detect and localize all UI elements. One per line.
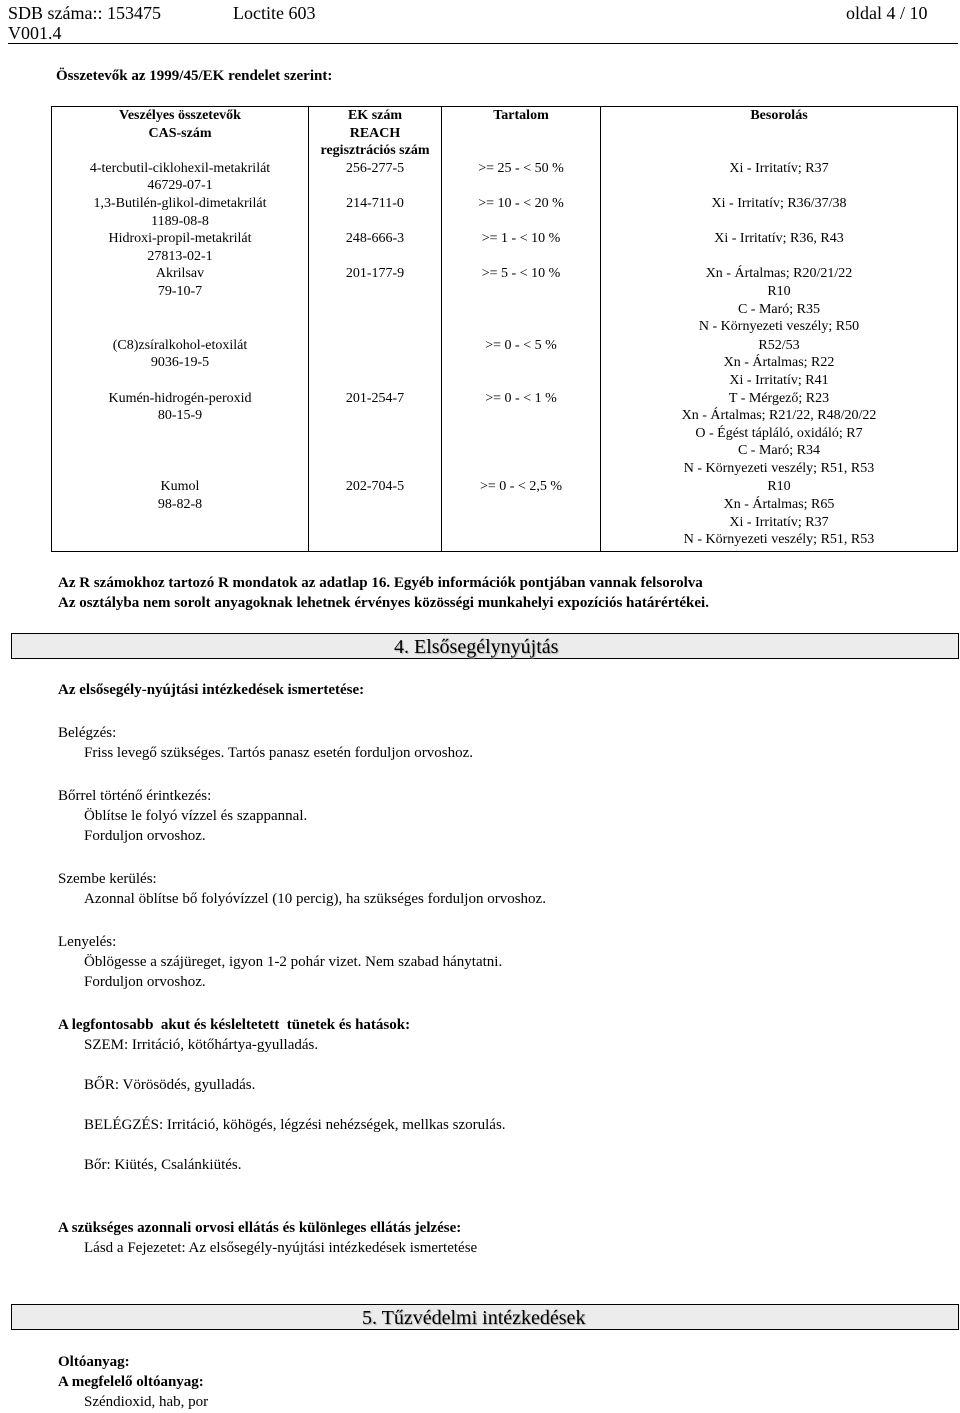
substance-cell	[52, 160, 309, 195]
table-row	[52, 230, 958, 265]
inhalation-text: Friss levegő szükséges. Tartós panasz esetén forduljon orvoshoz.	[84, 745, 474, 761]
ec-number-cell: 256-277-5	[309, 160, 442, 195]
classification-cell-line: Xn - Ártalmas; R20/21/22	[705, 266, 853, 282]
skin-label: Bőrrel történő érintkezés:	[58, 788, 212, 804]
symptom-skin: BŐR: Vörösödés, gyulladás.	[84, 1077, 256, 1093]
ingredients-table	[51, 106, 958, 552]
eye-label: Szembe kerülés:	[58, 871, 157, 887]
table-row	[52, 390, 958, 479]
ec-number-cell: 248-666-3	[309, 230, 442, 265]
skin-text-2: Forduljon orvoshoz.	[84, 828, 206, 844]
substance-name: Kumol	[160, 479, 200, 495]
content-cell: >= 10 - < 20 %	[442, 195, 601, 230]
cas-number: 98-82-8	[157, 497, 203, 513]
substance-cell	[52, 230, 309, 265]
content-cell: >= 25 - < 50 %	[442, 160, 601, 195]
classification-cell-line: Xi - Irritatív; R37	[729, 160, 829, 176]
cas-number: 1189-08-8	[151, 213, 209, 229]
classification-cell-line: C - Maró; R34	[737, 443, 821, 459]
product-name: Loctite 603	[233, 3, 316, 23]
table-row	[52, 160, 958, 195]
col-header-substance-line: Veszélyes összetevők	[119, 108, 241, 123]
first-aid-subheading: Az elsősegély-nyújtási intézkedések ismertetése:	[58, 682, 365, 698]
substance-cell	[52, 337, 309, 390]
classification-cell	[601, 265, 958, 336]
col-header-substance	[52, 107, 309, 160]
substance-name: 4-tercbutil-ciklohexil-metakrilát	[89, 160, 271, 176]
classification-cell	[601, 195, 958, 230]
table-row	[52, 478, 958, 551]
section5-title: 5. Tűzvédelmi intézkedések	[362, 1307, 586, 1329]
skin-text-1: Öblítse le folyó vízzel és szappannal.	[84, 808, 308, 824]
symptom-inhalation: BELÉGZÉS: Irritáció, köhögés, légzési nehézségek, mellkas szorulás.	[84, 1117, 506, 1133]
classification-cell-line: C - Maró; R35	[737, 301, 821, 317]
version: V001.4	[8, 23, 62, 43]
classification-cell-line: T - Mérgező; R23	[728, 390, 830, 406]
classification-cell-line: R10	[767, 283, 791, 299]
substance-name: Akrilsav	[155, 266, 205, 282]
ec-number-cell: 214-711-0	[309, 195, 442, 230]
classification-cell-line: Xi - Irritatív; R41	[729, 372, 829, 388]
classification-cell-line: N - Környezeti veszély; R51, R53	[683, 532, 875, 548]
ingestion-label: Lenyelés:	[58, 934, 117, 950]
substance-name: Hidroxi-propil-metakrilát	[108, 231, 252, 247]
page-number: oldal 4 / 10	[846, 3, 928, 23]
ingredients-heading: Összetevők az 1999/45/EK rendelet szerint:	[56, 68, 333, 84]
classification-cell-line: Xi - Irritatív; R36/37/38	[711, 195, 847, 211]
section4-title: 4. Elsősegélynyújtás	[394, 636, 559, 658]
medical-heading: A szükséges azonnali orvosi ellátás és különleges ellátás jelzése:	[58, 1220, 462, 1236]
classification-cell	[601, 160, 958, 195]
content-cell: >= 5 - < 10 %	[442, 265, 601, 336]
col-header-ec-number	[309, 107, 442, 160]
classification-cell-line: R10	[767, 479, 791, 495]
content-cell: >= 1 - < 10 %	[442, 230, 601, 265]
classification-cell-line: Xn - Ártalmas; R65	[723, 497, 835, 513]
symptoms-heading: A legfontosabb akut és késleltetett tünetek és hatások:	[58, 1017, 411, 1033]
symptom-skin-rash: Bőr: Kiütés, Csalánkiütés.	[84, 1157, 242, 1173]
substance-cell	[52, 195, 309, 230]
cas-number: 80-15-9	[157, 408, 203, 424]
col-header-ec-number-line: REACH	[349, 125, 401, 141]
cas-number: 9036-19-5	[150, 355, 210, 371]
symptom-eye: SZEM: Irritáció, kötőhártya-gyulladás.	[84, 1037, 319, 1053]
table-header-row	[52, 107, 958, 160]
col-header-content-line: Tartalom	[493, 108, 549, 123]
classification-cell-line: O - Égést tápláló, oxidáló; R7	[695, 425, 863, 441]
classification-cell	[601, 478, 958, 551]
table-row	[52, 195, 958, 230]
col-header-classification	[601, 107, 958, 160]
ingestion-text-2: Forduljon orvoshoz.	[84, 974, 206, 990]
cas-number: 46729-07-1	[147, 178, 213, 194]
substance-name: 1,3-Butilén-glikol-dimetakrilát	[93, 195, 267, 211]
suitable-media-heading: A megfelelő oltóanyag:	[58, 1374, 204, 1390]
classification-cell	[601, 337, 958, 390]
col-header-ec-number-line: regisztrációs szám	[320, 143, 430, 159]
content-cell: >= 0 - < 1 %	[442, 390, 601, 479]
content-cell: >= 0 - < 5 %	[442, 337, 601, 390]
substance-cell	[52, 478, 309, 551]
r-phrases-note: Az R számokhoz tartozó R mondatok az adatlap 16. Egyéb információk pontjában vannak felsorolva	[58, 575, 703, 591]
classification-cell-line: N - Környezeti veszély; R50	[698, 319, 860, 335]
classification-cell-line: N - Környezeti veszély; R51, R53	[683, 460, 875, 476]
classification-cell-line: Xn - Ártalmas; R21/22, R48/20/22	[681, 408, 877, 424]
extinguishing-heading: Oltóanyag:	[58, 1354, 130, 1370]
suitable-media-text: Széndioxid, hab, por	[84, 1394, 209, 1410]
ec-number-cell: 201-177-9	[309, 265, 442, 336]
cas-number: 27813-02-1	[147, 248, 213, 264]
ec-number-cell	[309, 337, 442, 390]
substance-cell	[52, 265, 309, 336]
classification-cell-line: Xn - Ártalmas; R22	[723, 355, 835, 371]
classification-cell-line: Xi - Irritatív; R37	[729, 514, 829, 530]
sdb-number: SDB száma:: 153475	[8, 3, 161, 23]
inhalation-label: Belégzés:	[58, 725, 117, 741]
substance-name: (C8)zsíralkohol-etoxilát	[112, 337, 248, 353]
substance-cell	[52, 390, 309, 479]
header-rule	[8, 43, 958, 44]
eye-text: Azonnal öblítse bő folyóvízzel (10 percig), ha szükséges forduljon orvoshoz.	[84, 891, 546, 907]
table-row	[52, 265, 958, 336]
substance-name: Kumén-hidrogén-peroxid	[108, 390, 252, 406]
classification-cell-line: Xi - Irritatív; R36, R43	[714, 231, 844, 247]
exposure-note: Az osztályba nem sorolt anyagoknak lehetnek érvényes közösségi munkahelyi expozíciós határértékei.	[58, 595, 709, 611]
classification-cell-line: R52/53	[758, 337, 800, 353]
ec-number-cell: 201-254-7	[309, 390, 442, 479]
ec-number-cell: 202-704-5	[309, 478, 442, 551]
col-header-classification-line: Besorolás	[750, 108, 808, 123]
col-header-ec-number-line: EK szám	[347, 108, 403, 123]
medical-text: Lásd a Fejezetet: Az elsősegély-nyújtási intézkedések ismertetése	[84, 1240, 478, 1256]
classification-cell	[601, 230, 958, 265]
content-cell: >= 0 - < 2,5 %	[442, 478, 601, 551]
ingestion-text-1: Öblögesse a szájüreget, igyon 1-2 pohár vizet. Nem szabad hánytatni.	[84, 954, 503, 970]
classification-cell	[601, 390, 958, 479]
table-row	[52, 337, 958, 390]
col-header-content	[442, 107, 601, 160]
col-header-substance-line: CAS-szám	[148, 125, 212, 141]
cas-number: 79-10-7	[157, 283, 203, 299]
